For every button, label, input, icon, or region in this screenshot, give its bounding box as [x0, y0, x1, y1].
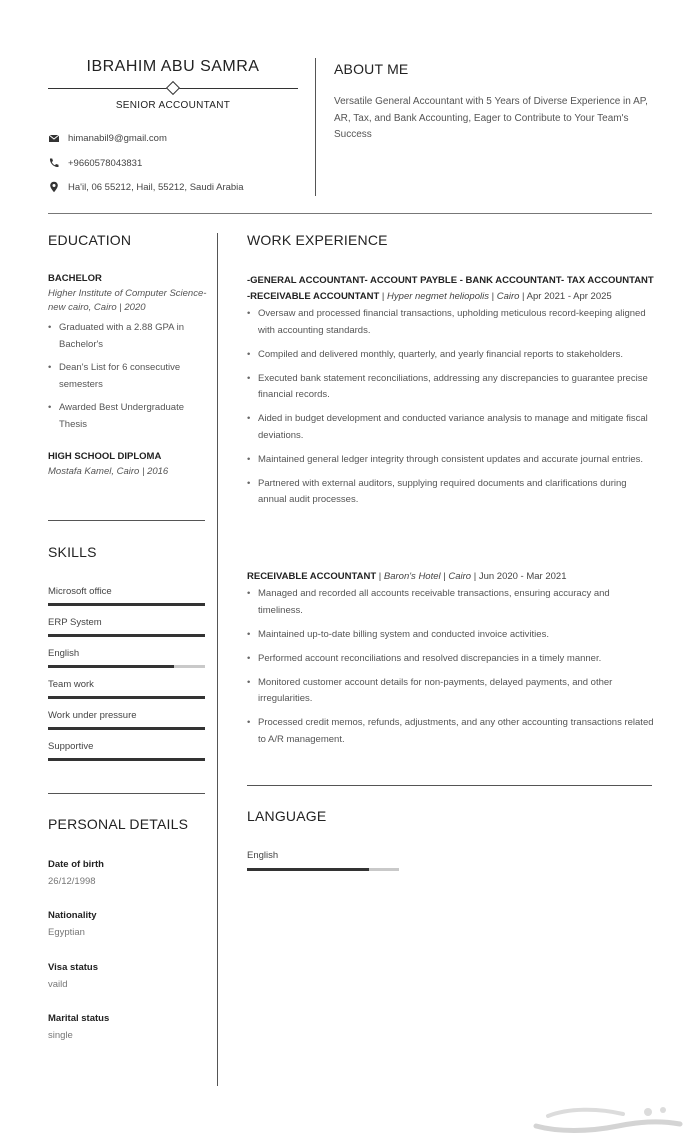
- list-item: • Maintained general ledger integrity through consistent updates and accurate journal entries.: [247, 452, 657, 469]
- list-item: • Processed credit memos, refunds, adjustments, and any other accounting transactions related to A/R management.: [247, 715, 657, 748]
- skill-item: [48, 586, 205, 606]
- skill-item: [48, 617, 205, 637]
- work-experience-heading: WORK EXPERIENCE: [247, 232, 388, 248]
- education-degree: BACHELOR: [48, 273, 102, 284]
- job-bullets: [247, 586, 657, 756]
- job-company: Hyper negmet heliopolis: [387, 291, 489, 302]
- job-location: Cairo: [448, 571, 472, 582]
- section-divider: [48, 520, 205, 521]
- list-item: • Partnered with external auditors, supplying required documents and clarifications during annual audit processes.: [247, 476, 657, 509]
- skill-label: Supportive: [48, 741, 94, 752]
- section-divider: [48, 793, 205, 794]
- job-role: -GENERAL ACCOUNTANT- ACCOUNT PAYBLE - BANK ACCOUNTANT- TAX ACCOUNTANT -RECEIVABLE ACCOUNTANT: [247, 275, 654, 302]
- section-divider: [247, 785, 652, 786]
- job-company: Baron's Hotel: [383, 571, 441, 582]
- personal-label: Marital status: [48, 1013, 110, 1024]
- job-title: SENIOR ACCOUNTANT: [115, 100, 231, 111]
- list-item: • Awarded Best Undergraduate Thesis: [48, 399, 213, 433]
- personal-value: Egyptian: [48, 927, 85, 938]
- skill-item: [48, 648, 205, 668]
- skill-bar-fill: [48, 696, 205, 699]
- skill-item: [48, 741, 205, 761]
- skill-bar-fill: [48, 665, 174, 668]
- skill-label: English: [48, 648, 80, 659]
- skill-bar: [48, 634, 205, 637]
- skill-label: Team work: [48, 679, 94, 690]
- location-pin-icon: [48, 181, 60, 193]
- skill-bar: [48, 696, 205, 699]
- language-item: [247, 850, 399, 871]
- language-heading: LANGUAGE: [247, 808, 327, 824]
- education-bullets: [48, 319, 213, 439]
- job-bullets: [247, 306, 657, 516]
- list-item: • Compiled and delivered monthly, quarterly, and yearly financial reports to stakeholders.: [247, 347, 657, 364]
- language-label: English: [247, 850, 279, 861]
- skill-bar-fill: [48, 603, 205, 606]
- education-school: Mostafa Kamel, Cairo | 2016: [48, 466, 169, 477]
- personal-label: Nationality: [48, 910, 97, 921]
- job-entry-title: RECEIVABLE ACCOUNTANT | Baron's Hotel | Cairo | Jun 2020 - Mar 2021: [247, 571, 567, 582]
- contact-address: [48, 181, 244, 193]
- list-item: • Performed account reconciliations and resolved discrepancies in a timely manner.: [247, 651, 657, 668]
- skill-bar: [48, 665, 205, 668]
- list-item: • Graduated with a 2.88 GPA in Bachelor's: [48, 319, 213, 353]
- personal-value: 26/12/1998: [48, 876, 96, 887]
- job-entry-title: -GENERAL ACCOUNTANT- ACCOUNT PAYBLE - BANK ACCOUNTANT- TAX ACCOUNTANT -RECEIVABLE ACCOUNTANT | Hyper negmet heliopolis | Cairo | Apr 2021 - Apr 2025: [247, 275, 654, 302]
- personal-label: Date of birth: [48, 859, 104, 870]
- skills-heading: SKILLS: [48, 544, 97, 560]
- list-item: • Managed and recorded all accounts receivable transactions, ensuring accuracy and timeliness.: [247, 586, 657, 619]
- email-text: himanabil9@gmail.com: [68, 132, 167, 144]
- job-location: Cairo: [496, 291, 520, 302]
- phone-icon: [48, 157, 60, 169]
- skill-bar: [48, 603, 205, 606]
- address-text: Ha'il, 06 55212, Hail, 55212, Saudi Arabia: [68, 181, 244, 193]
- skill-bar: [48, 727, 205, 730]
- skill-label: Microsoft office: [48, 586, 112, 597]
- about-text: Versatile General Accountant with 5 Years of Diverse Experience in AP, AR, Tax, and Bank Accounting, Eager to Contribute to Your Team's Success: [334, 96, 648, 140]
- list-item: • Dean's List for 6 consecutive semesters: [48, 359, 213, 393]
- contact-email: [48, 132, 167, 144]
- personal-value: vaild: [48, 979, 68, 990]
- personal-value: single: [48, 1030, 73, 1041]
- diamond-ornament: [166, 81, 180, 95]
- skill-bar-fill: [48, 758, 205, 761]
- language-bar: [247, 868, 399, 871]
- personal-details-heading: PERSONAL DETAILS: [48, 816, 189, 832]
- about-heading: ABOUT ME: [334, 61, 409, 77]
- list-item: • Maintained up-to-date billing system and conducted invoice activities.: [247, 627, 657, 644]
- header-horizontal-divider: [48, 213, 652, 214]
- job-dates: Apr 2021 - Apr 2025: [526, 291, 612, 302]
- resume-name: IBRAHIM ABU SAMRA: [86, 58, 260, 75]
- skill-label: ERP System: [48, 617, 102, 628]
- contact-phone: [48, 157, 142, 169]
- skill-label: Work under pressure: [48, 710, 137, 721]
- header-vertical-divider: [315, 58, 316, 196]
- list-item: • Monitored customer account details for non-payments, delayed payments, and other irregularities.: [247, 675, 657, 708]
- education-degree: HIGH SCHOOL DIPLOMA: [48, 451, 162, 462]
- skill-bar: [48, 758, 205, 761]
- language-bar-fill: [247, 868, 369, 871]
- list-item: • Executed bank statement reconciliations, addressing any discrepancies to guarantee precise financial records.: [247, 371, 657, 404]
- education-heading: EDUCATION: [48, 232, 132, 248]
- list-item: • Oversaw and processed financial transactions, upholding meticulous record-keeping aligned with accounting standards.: [247, 306, 657, 339]
- skill-bar-fill: [48, 727, 205, 730]
- skill-item: [48, 710, 205, 730]
- job-dates: Jun 2020 - Mar 2021: [478, 571, 567, 582]
- personal-label: Visa status: [48, 962, 98, 973]
- envelope-icon: [48, 132, 60, 144]
- skill-item: [48, 679, 205, 699]
- phone-text: +9660578043831: [68, 157, 143, 169]
- column-divider: [217, 233, 218, 1086]
- list-item: • Aided in budget development and conducted variance analysis to manage and mitigate fiscal deviations.: [247, 411, 657, 444]
- skill-bar-fill: [48, 634, 205, 637]
- job-role: RECEIVABLE ACCOUNTANT: [247, 571, 377, 582]
- education-school: Higher Institute of Computer Science- new cairo, Cairo | 2020: [48, 288, 207, 313]
- watermark-logo: [528, 1098, 688, 1138]
